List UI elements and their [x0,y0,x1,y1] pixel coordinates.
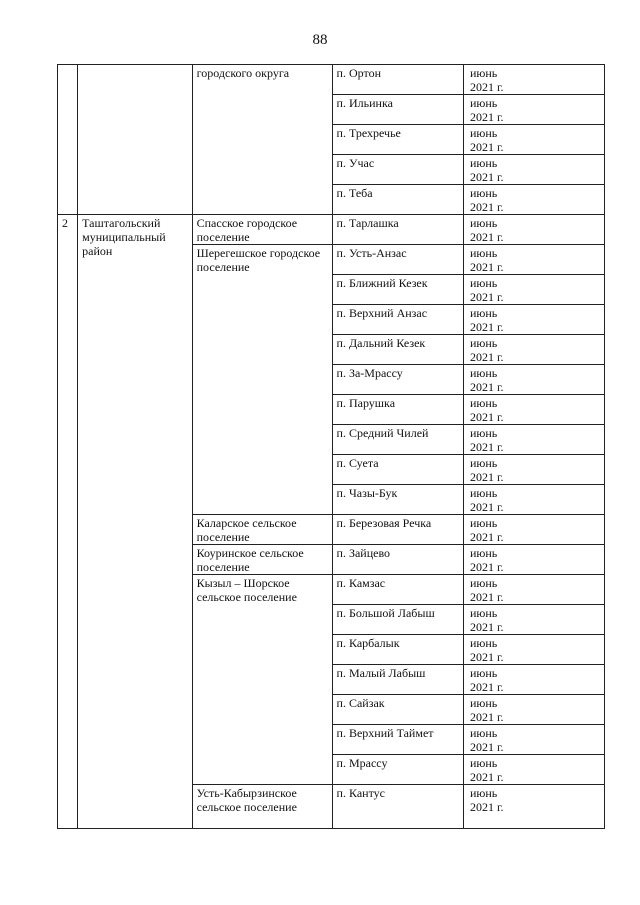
timing-cell-text: июнь 2021 г. [469,636,504,664]
settlement-cell [332,335,463,365]
settlement-cell [332,275,463,305]
timing-cell-text: июнь 2021 г. [469,186,504,214]
timing-cell-text: июнь 2021 г. [469,666,504,694]
timing-cell [463,215,604,245]
settlement-cell-text: п. Березовая Речка [336,516,432,530]
settlement-cell [332,455,463,485]
settlement-cell [332,545,463,575]
timing-cell [463,185,604,215]
number-cell [58,65,78,215]
settlement-cell [332,785,463,829]
timing-cell [463,575,604,605]
timing-cell-text: июнь 2021 г. [469,366,504,394]
district-cell-text: Таштагольский муниципальный район [82,216,166,258]
settlement-cell-text: п. Кантус [336,786,385,800]
municipality-cell [192,65,332,215]
settlement-cell-text: п. Учас [336,156,375,170]
municipality-cell [192,545,332,575]
timing-cell-text: июнь 2021 г. [469,696,504,724]
timing-cell-text: июнь 2021 г. [469,156,504,184]
page-number: 88 [312,32,328,48]
timing-cell-text: июнь 2021 г. [469,786,504,814]
settlement-cell-text: п. Суета [336,456,379,470]
municipality-cell-text: Спасское городское поселение [196,216,298,244]
settlement-cell-text: п. Усть-Анзас [336,246,407,260]
municipality-cell-text: Шерегешское городское поселение [196,246,321,274]
settlement-cell-text: п. Камзас [336,576,386,590]
settlement-cell [332,395,463,425]
settlement-cell-text: п. Средний Чилей [336,426,429,440]
timing-cell [463,605,604,635]
settlement-cell-text: п. Большой Лабыш [336,606,435,620]
timing-cell [463,95,604,125]
timing-cell [463,545,604,575]
settlement-cell [332,185,463,215]
settlement-cell-text: п. Карбалык [336,636,400,650]
timing-cell [463,305,604,335]
timing-cell-text: июнь 2021 г. [469,576,504,604]
settlement-cell [332,95,463,125]
timing-cell-text: июнь 2021 г. [469,246,504,274]
settlement-cell [332,695,463,725]
timing-cell [463,125,604,155]
timing-cell-text: июнь 2021 г. [469,456,504,484]
timing-cell [463,635,604,665]
municipality-cell [192,575,332,785]
settlement-cell [332,65,463,95]
district-cell [78,215,192,829]
timing-cell-text: июнь 2021 г. [469,126,504,154]
settlement-cell [332,635,463,665]
timing-cell [463,485,604,515]
timing-cell-text: июнь 2021 г. [469,66,504,94]
settlement-cell-text: п. Тарлашка [336,216,399,230]
timing-cell [463,425,604,455]
timing-cell [463,245,604,275]
timing-cell-text: июнь 2021 г. [469,606,504,634]
settlement-cell-text: п. Чазы-Бук [336,486,398,500]
settlement-cell-text: п. Ильинка [336,96,393,110]
timing-cell [463,455,604,485]
municipality-cell-text: городского округа [196,66,290,80]
settlements-table [57,64,605,829]
municipality-cell [192,215,332,245]
table-row [58,65,605,95]
timing-cell [463,755,604,785]
timing-cell-text: июнь 2021 г. [469,276,504,304]
settlement-cell-text: п. Парушка [336,396,396,410]
timing-cell [463,515,604,545]
municipality-cell-text: Коуринское сельское поселение [196,546,304,574]
municipality-cell [192,515,332,545]
settlement-cell-text: п. Верхний Таймет [336,726,434,740]
timing-cell [463,395,604,425]
settlement-cell [332,755,463,785]
settlement-cell [332,365,463,395]
timing-cell [463,785,604,829]
timing-cell [463,695,604,725]
settlement-cell-text: п. Трехречье [336,126,401,140]
timing-cell-text: июнь 2021 г. [469,426,504,454]
settlement-cell [332,515,463,545]
municipality-cell-text: Каларское сельское поселение [196,516,297,544]
settlement-cell-text: п. Зайцево [336,546,391,560]
settlement-cell-text: п. Мрассу [336,756,388,770]
district-cell [78,65,192,215]
settlement-cell-text: п. Сайзак [336,696,385,710]
settlement-cell-text: п. Дальний Кезек [336,336,426,350]
settlement-cell [332,305,463,335]
settlement-cell [332,725,463,755]
municipality-cell-text: Кызыл – Шорское сельское поселение [196,576,297,604]
settlement-cell [332,125,463,155]
table-row [58,215,605,245]
timing-cell-text: июнь 2021 г. [469,546,504,574]
timing-cell-text: июнь 2021 г. [469,726,504,754]
settlement-cell [332,155,463,185]
timing-cell-text: июнь 2021 г. [469,306,504,334]
timing-cell-text: июнь 2021 г. [469,756,504,784]
settlement-cell [332,425,463,455]
timing-cell-text: июнь 2021 г. [469,486,504,514]
settlement-cell-text: п. Теба [336,186,373,200]
municipality-cell [192,245,332,515]
timing-cell [463,665,604,695]
timing-cell [463,365,604,395]
municipality-cell [192,785,332,829]
settlement-cell [332,245,463,275]
settlement-cell [332,215,463,245]
timing-cell [463,155,604,185]
settlement-cell-text: п. Ортон [336,66,381,80]
timing-cell-text: июнь 2021 г. [469,396,504,424]
timing-cell [463,65,604,95]
timing-cell-text: июнь 2021 г. [469,516,504,544]
number-cell [58,215,78,829]
number-cell-text: 2 [62,216,68,230]
settlement-cell [332,665,463,695]
settlement-cell [332,575,463,605]
timing-cell-text: июнь 2021 г. [469,96,504,124]
settlement-cell [332,605,463,635]
settlement-cell-text: п. Малый Лабыш [336,666,426,680]
timing-cell [463,725,604,755]
municipality-cell-text: Усть-Кабырзинское сельское поселение [196,786,297,814]
settlement-cell-text: п. За-Мрассу [336,366,403,380]
timing-cell [463,275,604,305]
timing-cell [463,335,604,365]
settlement-cell [332,485,463,515]
settlement-cell-text: п. Верхний Анзас [336,306,428,320]
settlement-cell-text: п. Ближний Кезек [336,276,428,290]
timing-cell-text: июнь 2021 г. [469,336,504,364]
timing-cell-text: июнь 2021 г. [469,216,504,244]
